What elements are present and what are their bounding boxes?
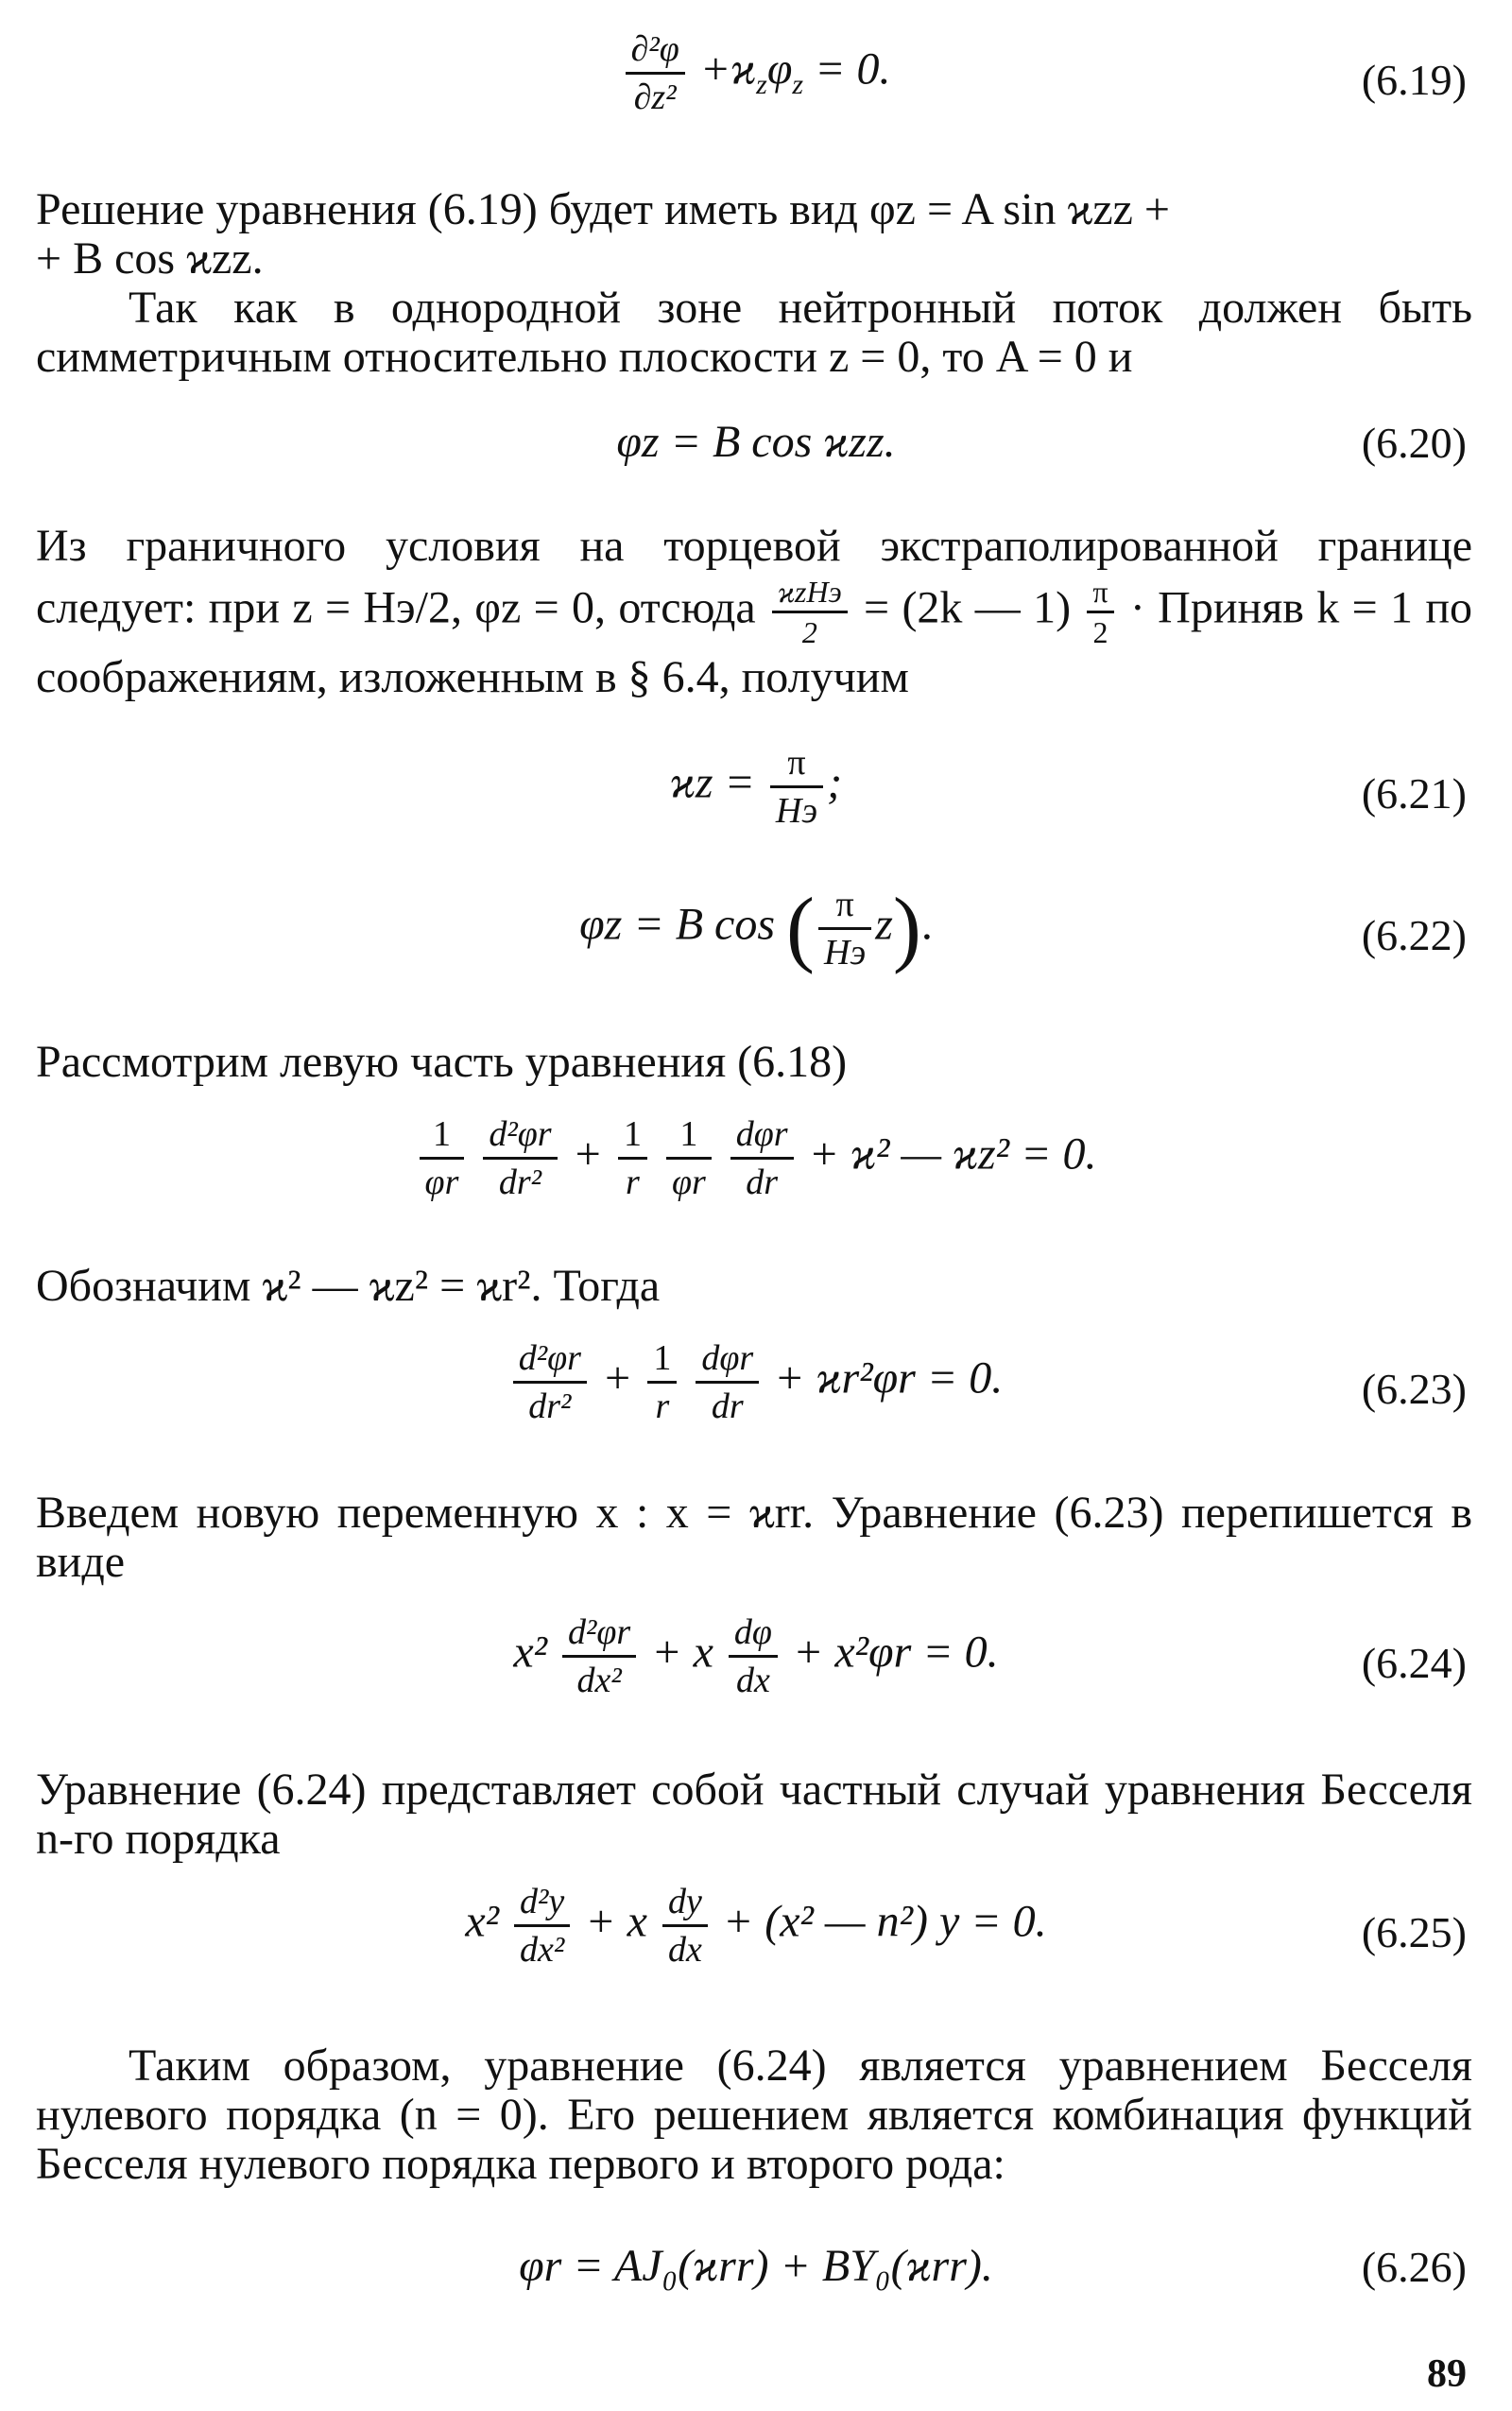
text: Так как в однородной зоне нейтронный поток должен быть симметричным относительно плоскости z = 0, то A = 0 и — [36, 283, 1472, 382]
text: Обозначим ϰ² — ϰz² = ϰr². Тогда — [36, 1261, 661, 1311]
equation-6-18-expanded: $\frac{1}{\varphi r}$ $\frac{\text{d²φr}}{\text{dr²}}$ + $\frac{1}{r}$ $\frac{1}{\varphi r}$ $\frac{\text{dφr}}{dr}$ + ϰ² — ϰz² = 0. — [0, 1113, 1512, 1217]
equation-6-24 — [0, 1611, 1512, 1715]
math-text: + x²φr = 0. — [792, 1627, 999, 1678]
numerator: ∂²φ — [626, 28, 685, 75]
math-text: +ϰ — [699, 43, 757, 95]
denominator: dx — [736, 1661, 770, 1700]
text-line: + B cos ϰzz. — [36, 233, 264, 284]
paragraph — [36, 1765, 1472, 1864]
denominator: φr — [671, 1162, 706, 1202]
denominator: Hэ — [824, 933, 867, 973]
fraction — [662, 1881, 708, 1971]
equation-6-19: $\frac{\text{∂²φ}}{\text{∂z²}}$ $+ϰ_z\varphi_z = 0$. (6.19) — [0, 28, 1512, 132]
denominator: dx² — [576, 1661, 622, 1700]
denominator: dr² — [498, 1162, 542, 1202]
numerator: ϰzHэ — [772, 575, 848, 613]
text: = (2k — 1) — [864, 582, 1072, 633]
paragraph — [36, 1038, 1472, 1087]
text-line: Решение уравнения (6.19) будет иметь вид φz = A sin ϰzz + — [36, 184, 1170, 234]
denominator: dr — [711, 1386, 744, 1426]
equation-6-21 — [0, 742, 1512, 846]
numerator: dφr — [696, 1337, 759, 1384]
math-text: + ϰ² — ϰz² = 0. — [808, 1128, 1097, 1180]
denominator: ∂z² — [633, 77, 677, 117]
math-text: + ϰr²φr = 0. — [774, 1352, 1004, 1404]
numerator: d²φr — [562, 1611, 636, 1658]
math-text: + x — [651, 1627, 713, 1678]
numerator: 1 — [420, 1113, 465, 1160]
numerator: d²φr — [483, 1113, 557, 1160]
math-text: x² — [513, 1627, 548, 1678]
denominator: φr — [424, 1162, 459, 1202]
math-text: x² — [465, 1896, 500, 1947]
fraction — [729, 1611, 778, 1701]
paragraph — [36, 2041, 1472, 2189]
equation-6-22: φz = B cos ( $\frac{\pi}{Hэ}$ z). (6.22) — [579, 881, 1467, 975]
math-text: ϰz = — [669, 757, 755, 808]
fraction — [420, 1113, 465, 1203]
denominator: 2 — [801, 615, 817, 649]
fraction — [818, 884, 871, 973]
paragraph — [36, 284, 1472, 382]
left-paren: ( — [786, 881, 816, 975]
fraction — [514, 1881, 570, 1971]
equation-number: (6.21) — [1361, 769, 1467, 818]
text: Введем новую переменную x : x = ϰrr. Уравнение (6.23) перепишется в виде — [36, 1488, 1472, 1587]
numerator: d²φr — [513, 1337, 587, 1384]
numerator: 1 — [666, 1113, 712, 1160]
equation-6-20 — [0, 416, 1512, 473]
math-text: ; — [827, 757, 843, 808]
fraction — [513, 1337, 587, 1427]
equation-number: (6.19) — [1361, 56, 1467, 104]
numerator: π — [770, 742, 823, 788]
math-text: φz = B cos ϰzz. — [616, 417, 896, 467]
numerator: dφ — [729, 1611, 778, 1658]
paragraph — [36, 1262, 1472, 1311]
math-text: + (x² — n²) y = 0. — [722, 1896, 1047, 1947]
fraction — [647, 1337, 677, 1427]
equation-6-26 — [0, 2240, 1512, 2297]
fraction — [666, 1113, 712, 1203]
equation-number: (6.23) — [1361, 1365, 1467, 1413]
numerator: dφr — [730, 1113, 794, 1160]
inline-fraction — [772, 575, 848, 649]
denominator: 2 — [1092, 615, 1108, 649]
text: Из граничного условия на торцевой экстраполированной границе следует: при z = Hэ/2, φz = 0, отсюда — [36, 521, 1472, 633]
numerator: π — [818, 884, 871, 930]
fraction — [770, 742, 823, 832]
denominator: Hэ — [775, 791, 818, 831]
fraction — [618, 1113, 647, 1203]
equation-6-23: $\frac{\text{d²φr}}{\text{dr²}}$ + $\frac{1}{r}$ $\frac{\text{dφr}}{dr}$ + ϰr²φr = 0. (6.23) — [0, 1337, 1512, 1441]
numerator: π — [1087, 575, 1113, 613]
text: · Приняв k = 1 по соображениям, изложенным в § 6.4, получим — [36, 582, 1473, 702]
math-text: z — [875, 899, 893, 950]
math-text: φz = B cos — [579, 899, 776, 950]
fraction — [483, 1113, 557, 1203]
text: Таким образом, уравнение (6.24) является уравнением Бесселя нулевого порядка (n = 0). Его решением является комбинация функций Бесселя нулевого порядка первого и второго рода: — [36, 2041, 1472, 2189]
text: Уравнение (6.24) представляет собой частный случай уравнения Бесселя n-го порядка — [36, 1765, 1472, 1864]
paragraph — [36, 1489, 1472, 1587]
denominator: dr² — [528, 1386, 572, 1426]
equation-number: (6.20) — [1361, 419, 1467, 467]
denominator: dr — [746, 1162, 779, 1202]
denominator: dx² — [520, 1930, 565, 1970]
fraction — [696, 1337, 759, 1427]
inline-fraction — [1087, 575, 1113, 649]
numerator: 1 — [647, 1337, 677, 1384]
page-number: 89 — [1427, 2352, 1467, 2396]
paragraph — [36, 518, 1472, 706]
math-text: φ — [766, 43, 793, 95]
equation-number: (6.26) — [1361, 2243, 1467, 2291]
equation-6-25 — [0, 1881, 1512, 1985]
fraction — [626, 28, 685, 118]
equation-number: (6.24) — [1361, 1639, 1467, 1687]
right-paren: ) — [892, 881, 921, 975]
numerator: dy — [662, 1881, 708, 1927]
math-text: + x — [585, 1896, 647, 1947]
equation-number: (6.25) — [1361, 1908, 1467, 1956]
numerator: d²y — [514, 1881, 570, 1927]
denominator: dx — [667, 1930, 702, 1970]
paragraph — [36, 185, 1472, 284]
numerator: 1 — [618, 1113, 647, 1160]
text: Рассмотрим левую часть уравнения (6.18) — [36, 1037, 848, 1087]
equation-number: (6.22) — [1361, 911, 1467, 959]
denominator: r — [626, 1162, 640, 1202]
denominator: r — [655, 1386, 670, 1426]
math-text: φr = AJ₀(ϰrr) + BY₀(ϰrr). — [519, 2241, 993, 2291]
math-text: = 0. — [815, 43, 891, 95]
fraction — [730, 1113, 794, 1203]
fraction — [562, 1611, 636, 1701]
